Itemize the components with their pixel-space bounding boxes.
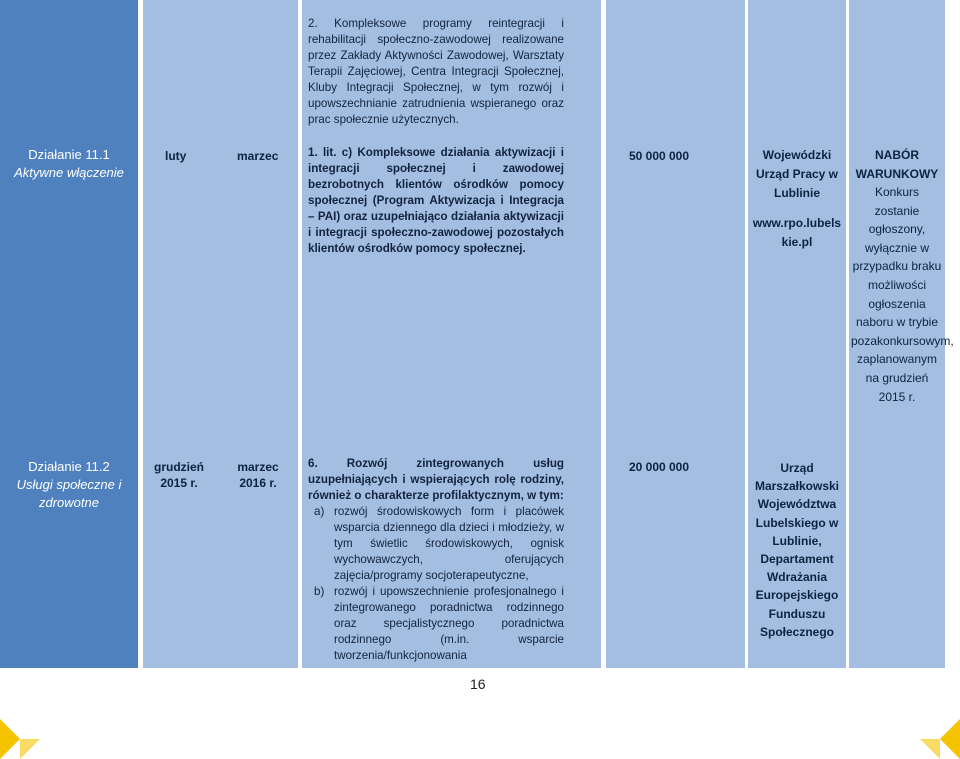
action-11-2-label [0,458,138,512]
action-title: Działanie 11.2 [28,459,110,474]
start-month: luty [165,149,187,163]
end-month: marzec 2016 r. [237,460,279,490]
dates-column [143,0,298,668]
amount-value: 20 000 000 [628,460,690,474]
action-column [0,0,138,668]
page-number: 16 [470,676,486,692]
institution-name: Wojewódzki Urząd Pracy w Lublinie [755,148,839,200]
end-month: marzec [237,149,279,163]
note-title: NABÓR WARUNKOWY [855,148,939,181]
note-text: Konkurs zostanie ogłoszony, wyłącznie w przypadku braku możliwości ogłoszenia naboru w trybie pozakonkursowym, zaplanowanym na grudzień 2015 r. [851,185,954,404]
notes-column [849,0,954,668]
institution-name: Urząd Marszałkowski Województwa Lubelskiego w Lublinie, Departament Wdrażania Europejskiego Funduszu Społecznego [754,461,840,639]
list-item: b) rozwój i upowszechnienie profesjonalnego i zintegrowanego poradnictwa rodzinnego oraz specjalistycznego poradnictwa rodzinnego (m.in. wsparcie tworzenia/funkcjonowania [314,585,564,662]
list-item: a) rozwój środowiskowych form i placówek wsparcia dziennego dla dzieci i młodzieży, w tym świetlic środowiskowych, ognisk wychowawczych, oferujących zajęcia/programy socjoterapeutyczne, [314,505,564,582]
item-2-description: 2. Kompleksowe programy reintegracji i rehabilitacji społeczno-zawodowej realizowane przez Zakłady Aktywności Zawodowej, Warsztaty Terapii Zajęciowej, Centra Integracji Społecznej, Kluby Integracji Społecznej, w tym rozwój i upowszechnianie zatrudnienia wspieranego oraz prac społecznie użytecznych. [308,17,564,126]
amount-value: 50 000 000 [628,149,690,163]
item-6-intro: 6. Rozwój zintegrowanych usług uzupełniających i wspierających rolę rodziny, również o charakterze profilaktycznym, w tym: [308,457,564,502]
start-month: grudzień 2015 r. [154,460,204,490]
action-title: Działanie 11.1 [28,147,110,162]
corner-ornament-right-icon [920,700,960,759]
action-subtitle: Aktywne włączenie [14,165,124,180]
amount-column [606,0,745,668]
action-11-1-label [0,146,138,182]
institution-column [748,0,846,668]
description-column [302,0,601,668]
item-6-description [308,456,564,664]
institution-link[interactable]: www.rpo.lubelskie.pl [752,216,842,249]
item-1c-description: 1. lit. c) Kompleksowe działania aktywizacji i integracji społecznej i zawodowej bezrobotnych klientów ośrodków pomocy społecznej (Program Aktywizacja i Integracja – PAI) oraz uzupełniająco działania aktywizacji i integracji społeczno-zawodowej pozostałych klientów ośrodków pomocy społecznej. [308,146,564,255]
corner-ornament-left-icon [0,700,40,759]
action-subtitle: Usługi społeczne i zdrowotne [16,477,122,510]
